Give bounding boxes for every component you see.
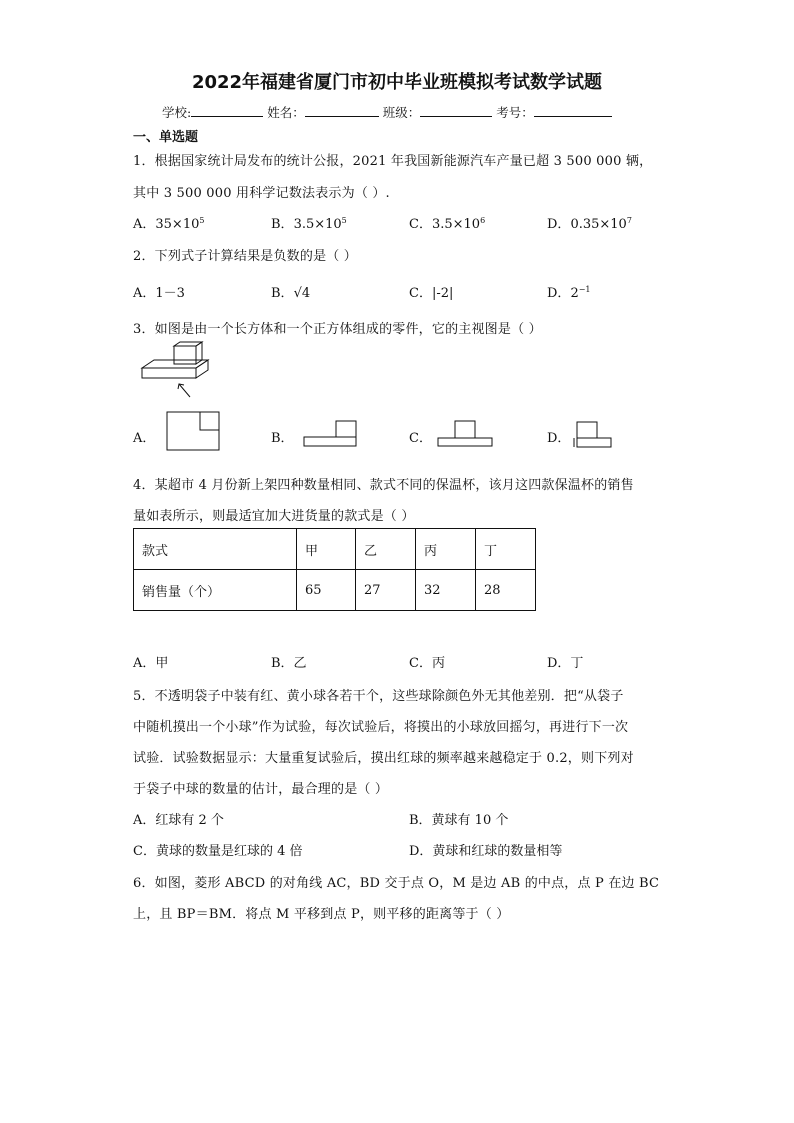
table-cell: 27 — [356, 570, 416, 611]
school-label: 学校: — [162, 105, 192, 120]
section-title: 一、单选题 — [133, 130, 199, 145]
table-cell: 款式 — [134, 529, 297, 570]
q1-option-d: D．$0.35\times 10^7$ — [547, 216, 632, 232]
q4-option-b: B．乙 — [271, 656, 307, 671]
class-blank — [420, 104, 492, 117]
table-cell: 28 — [476, 570, 536, 611]
q3-option-a-label: A． — [133, 431, 156, 446]
name-blank — [305, 104, 379, 117]
school-blank — [191, 104, 263, 117]
q5-line1: 5．不透明袋子中装有红、黄小球各若干个，这些球除颜色外无其他差别．把“从袋子 — [133, 689, 624, 704]
q4-line2: 量如表所示，则最适宜加大进货量的款式是（ ） — [133, 509, 415, 524]
q2-option-b: B．√4 — [271, 286, 311, 301]
q6-line1: 6．如图，菱形 ABCD 的对角线 AC，BD 交于点 O，M 是边 AB 的中点，点 P 在边 BC — [133, 876, 660, 891]
class-label: 班级： — [382, 105, 421, 120]
table-row — [134, 570, 536, 611]
q3-line1: 3．如图是由一个长方体和一个正方体组成的零件，它的主视图是（ ） — [133, 322, 542, 337]
q3-option-b-figure — [300, 418, 360, 448]
q2-option-a: A．1－3 — [133, 286, 185, 301]
q3-option-d-figure — [572, 418, 616, 450]
table-cell: 丁 — [476, 529, 536, 570]
table-cell: 乙 — [356, 529, 416, 570]
q5-line4: 于袋子中球的数量的估计，最合理的是（ ） — [133, 782, 389, 797]
q5-line3: 试验．试验数据显示：大量重复试验后，摸出红球的频率越来越稳定于 0.2，则下列对 — [133, 751, 634, 766]
q2-option-c: C．|-2| — [409, 286, 454, 301]
q1-line1: 1．根据国家统计局发布的统计公报，2021 年我国新能源汽车产量已超 3 500 000 辆， — [133, 154, 653, 169]
q3-3d-figure — [138, 340, 210, 400]
q2-line1: 2．下列式子计算结果是负数的是（ ） — [133, 249, 358, 264]
q3-option-a-figure — [162, 410, 222, 454]
q4-option-d: D．丁 — [547, 656, 584, 671]
q3-option-c-label: C． — [409, 431, 432, 446]
q5-option-c: C．黄球的数量是红球的 4 倍 — [133, 844, 303, 859]
q1-option-b: B．$3.5\times 10^5$ — [271, 216, 347, 232]
q1-option-a: A．$35\times 10^5$ — [133, 216, 205, 232]
sales-table — [133, 528, 536, 611]
name-label: 姓名： — [267, 105, 305, 120]
q4-option-c: C．丙 — [409, 656, 445, 671]
q4-option-a: A．甲 — [133, 656, 169, 671]
number-label: 考号： — [496, 105, 534, 120]
table-header-row — [134, 529, 536, 570]
q5-option-a: A．红球有 2 个 — [133, 813, 224, 828]
q3-option-c-figure — [436, 418, 496, 448]
q4-line1: 4．某超市 4 月份新上架四种数量相同、款式不同的保温杯，该月这四款保温杯的销售 — [133, 478, 634, 493]
q2-option-d: D．$2^{-1}$ — [547, 285, 591, 301]
number-blank — [534, 104, 612, 117]
q3-option-b-label: B． — [271, 431, 294, 446]
q5-line2: 中随机摸出一个小球”作为试验，每次试验后，将摸出的小球放回摇匀，再进行下一次 — [133, 720, 629, 735]
q5-option-b: B．黄球有 10 个 — [409, 813, 509, 828]
table-cell: 丙 — [416, 529, 476, 570]
table-cell: 65 — [297, 570, 356, 611]
table-cell: 销售量（个） — [134, 570, 297, 611]
page-title: 2022年福建省厦门市初中毕业班模拟考试数学试题 — [191, 72, 603, 93]
table-cell: 32 — [416, 570, 476, 611]
q6-line2: 上，且 BP＝BM．将点 M 平移到点 P，则平移的距离等于（ ） — [133, 907, 510, 922]
q1-option-c: C．$3.5\times 10^6$ — [409, 216, 486, 232]
student-info-line — [162, 103, 612, 121]
table-cell: 甲 — [297, 529, 356, 570]
q5-option-d: D．黄球和红球的数量相等 — [409, 844, 563, 859]
q1-line2: 其中 3 500 000 用科学记数法表示为（ ）. — [133, 186, 390, 201]
q3-option-d-label: D． — [547, 431, 571, 446]
